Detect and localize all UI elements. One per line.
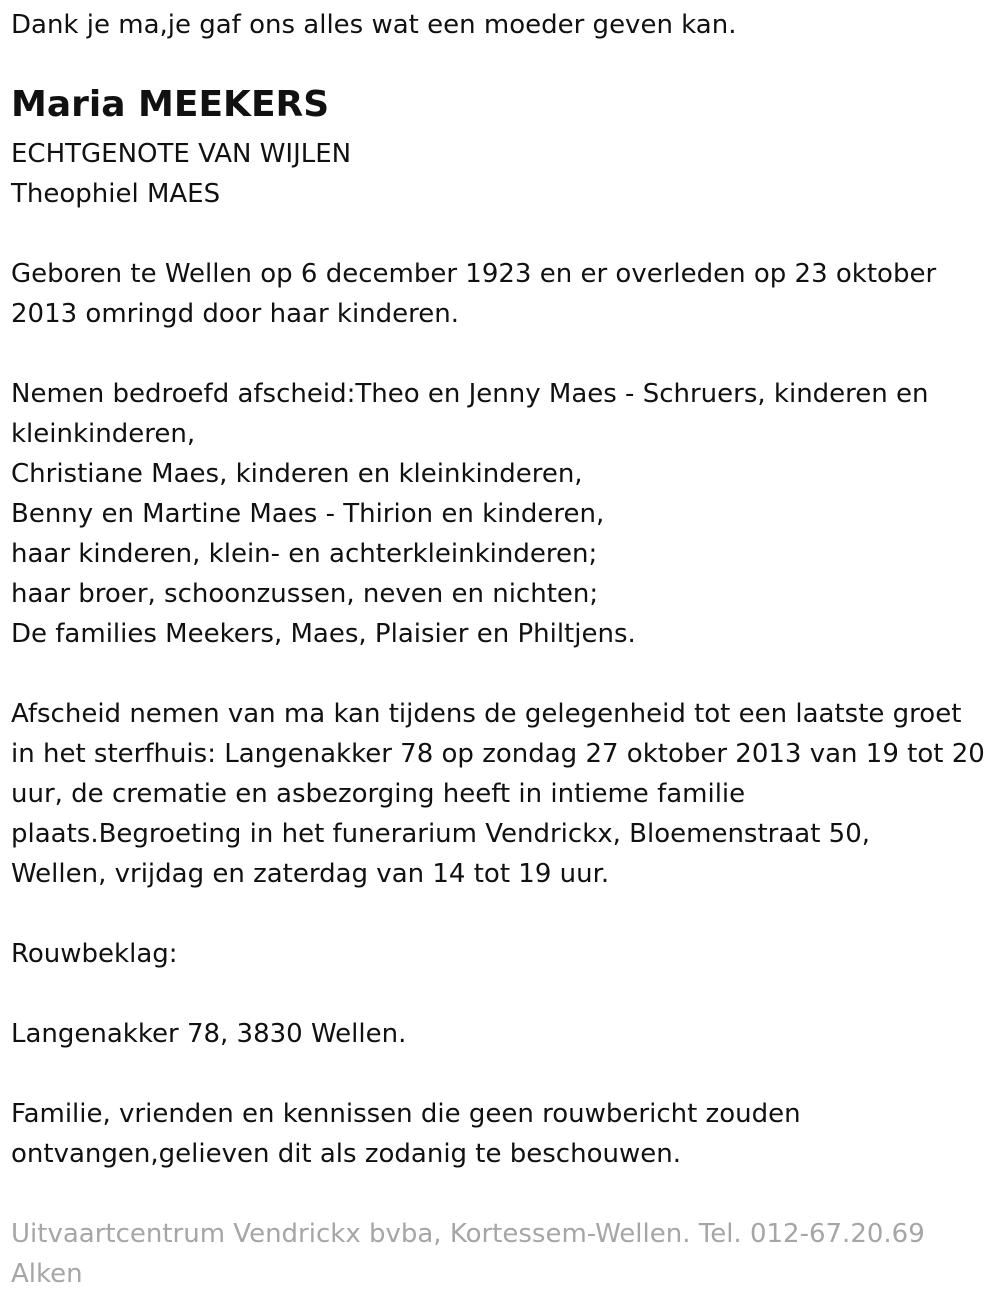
paragraph-line: 2013 omringd door haar kinderen. (11, 299, 460, 329)
paragraph-line: Benny en Martine Maes - Thirion en kinderen, (11, 499, 605, 529)
paragraph-line: Christiane Maes, kinderen en kleinkinderen, (11, 459, 583, 489)
paragraph-line: uur, de crematie en asbezorging heeft in intieme familie (11, 779, 746, 809)
spouse-block (11, 134, 993, 214)
notice-paragraph (11, 1094, 993, 1174)
condolence-label-text: Rouwbeklag: (11, 939, 178, 969)
spouse-label: ECHTGENOTE VAN WIJLEN (11, 139, 352, 169)
paragraph-line: Familie, vrienden en kennissen die geen rouwbericht zouden (11, 1099, 801, 1129)
mourners-paragraph (11, 374, 993, 654)
paragraph-line: De families Meekers, Maes, Plaisier en Philtjens. (11, 619, 636, 649)
footer-line: Uitvaartcentrum Vendrickx bvba, Kortessem-Wellen. Tel. 012-67.20.69 (11, 1219, 925, 1249)
farewell-paragraph (11, 694, 993, 894)
paragraph-line: haar kinderen, klein- en achterkleinkinderen; (11, 539, 598, 569)
paragraph-line: in het sterfhuis: Langenakker 78 op zondag 27 oktober 2013 van 19 tot 20 (11, 739, 985, 769)
intro-line: Dank je ma,je gaf ons alles wat een moeder geven kan. (11, 10, 737, 40)
address-text: Langenakker 78, 3830 Wellen. (11, 1019, 407, 1049)
intro-text (11, 5, 993, 45)
paragraph-line: Afscheid nemen van ma kan tijdens de gelegenheid tot een laatste groet (11, 699, 962, 729)
paragraph-line: Wellen, vrijdag en zaterdag van 14 tot 19 uur. (11, 859, 610, 889)
funeral-home-footer (11, 1214, 993, 1294)
paragraph-line: kleinkinderen, (11, 419, 196, 449)
paragraph-line: ontvangen,gelieven dit als zodanig te beschouwen. (11, 1139, 681, 1169)
deceased-name: Maria MEEKERS (11, 84, 330, 125)
footer-line: Alken (11, 1259, 83, 1289)
birth-death-paragraph (11, 254, 993, 334)
paragraph-line: plaats.Begroeting in het funerarium Vendrickx, Bloemenstraat 50, (11, 819, 871, 849)
condolence-address (11, 1014, 993, 1054)
paragraph-line: haar broer, schoonzussen, neven en nichten; (11, 579, 599, 609)
paragraph-line: Nemen bedroefd afscheid:Theo en Jenny Maes - Schruers, kinderen en (11, 379, 929, 409)
paragraph-line: Geboren te Wellen op 6 december 1923 en er overleden op 23 oktober (11, 259, 937, 289)
spouse-name: Theophiel MAES (11, 179, 221, 209)
condolence-label (11, 934, 993, 974)
